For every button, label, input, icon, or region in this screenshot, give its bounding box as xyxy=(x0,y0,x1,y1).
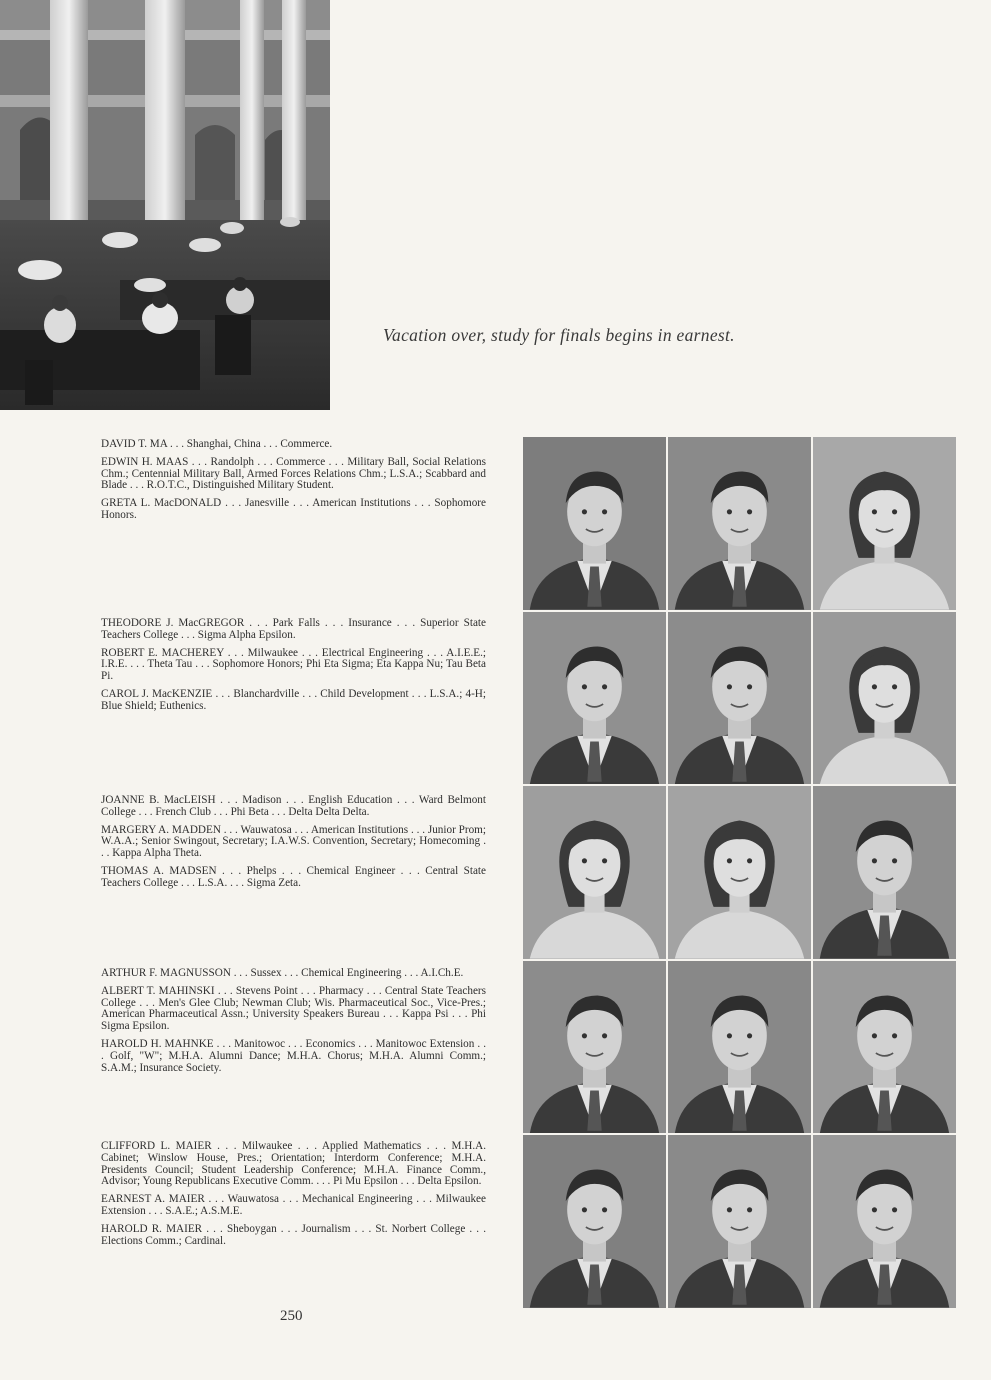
student-name: HAROLD R. MAIER xyxy=(101,1222,203,1235)
student-details: . . . Blanchardville . . . Child Development . . . L.S.A.; 4-H; Blue Shield; Euthenics. xyxy=(101,687,486,712)
student-entry xyxy=(101,968,486,980)
student-portrait xyxy=(668,612,811,785)
student-details: . . . Shanghai, China . . . Commerce. xyxy=(167,438,333,450)
student-details: . . . Wauwatosa . . . Mechanical Engineering . . . Milwaukee Extension . . . S.A.E.; A.S.M.E. xyxy=(101,1193,486,1217)
student-name: JOANNE B. MacLEISH xyxy=(101,794,216,806)
student-name: ARTHUR F. MAGNUSSON xyxy=(101,967,231,979)
student-portrait xyxy=(813,437,956,610)
portrait-grid xyxy=(523,437,956,1308)
student-entry xyxy=(101,866,486,890)
student-details: . . . Park Falls . . . Insurance . . . Superior State Teachers College . . . Sigma Alpha Epsilon. xyxy=(101,617,486,641)
student-details: . . . Phelps . . . Chemical Engineer . . . Central State Teachers College . . . L.S.A. . . . Sigma Zeta. xyxy=(101,864,486,889)
student-entry xyxy=(101,825,486,860)
student-entry xyxy=(101,689,486,713)
student-entry xyxy=(101,1039,486,1074)
library-photo xyxy=(0,0,330,410)
student-portrait xyxy=(813,786,956,959)
student-name: EARNEST A. MAIER xyxy=(101,1193,205,1206)
student-entry xyxy=(101,986,486,1033)
student-details: . . . Milwaukee . . . Applied Mathematics . . . M.H.A. Cabinet; Winslow House, Pres.; Orientation; Interdorm Conference; M.H.A. Presidents Council; Student Leadership Conference; M.H.A. Finance Comm., Advisor; Young Republicans Executive Comm. . . . Pi Mu Epsilon . . . Delta Epsilon. xyxy=(101,1140,486,1188)
student-entry xyxy=(101,1194,486,1218)
page-number: 250 xyxy=(280,1308,303,1324)
student-name: EDWIN H. MAAS xyxy=(101,455,189,468)
student-portrait xyxy=(523,437,666,610)
student-portrait xyxy=(668,1135,811,1308)
student-portrait xyxy=(523,1135,666,1308)
student-details: . . . Sussex . . . Chemical Engineering . . . A.I.Ch.E. xyxy=(230,967,464,979)
student-portrait xyxy=(813,1135,956,1308)
student-name: THEODORE J. MacGREGOR xyxy=(101,617,245,629)
student-entry xyxy=(101,618,486,642)
student-name: ROBERT E. MACHEREY xyxy=(101,646,224,659)
student-details: . . . Janesville . . . American Institutions . . . Sophomore Honors. xyxy=(101,497,486,521)
entry-group-2 xyxy=(101,618,486,719)
student-name: THOMAS A. MADSEN xyxy=(101,864,217,877)
student-portrait xyxy=(668,961,811,1134)
student-name: CLIFFORD L. MAIER xyxy=(101,1140,212,1152)
student-details: . . . Stevens Point . . . Pharmacy . . . Central State Teachers College . . . Men's Glee Club; Newman Club; Wis. Pharmaceutical Soc., Vice-Pres.; American Pharmaceutical Assn.; University Speakers Bureau . . . Kappa Psi . . . Phi Sigma Epsilon. xyxy=(101,984,486,1033)
student-entry xyxy=(101,1141,486,1188)
entry-group-1 xyxy=(101,439,486,528)
student-entry xyxy=(101,1224,486,1248)
photo-caption: Vacation over, study for finals begins in earnest. xyxy=(383,325,735,345)
student-portrait xyxy=(813,612,956,785)
student-entry xyxy=(101,795,486,819)
student-entry xyxy=(101,439,486,451)
student-name: HAROLD H. MAHNKE xyxy=(101,1037,214,1050)
entry-group-5 xyxy=(101,1141,486,1253)
student-details: . . . Wauwatosa . . . American Institutions . . . Junior Prom; W.A.A.; Senior Swingout, Secretary; I.A.W.S. Convention, Secretary; Homecoming . . . Kappa Alpha Theta. xyxy=(101,823,486,860)
entry-group-4 xyxy=(101,968,486,1080)
student-name: MARGERY A. MADDEN xyxy=(101,823,221,836)
student-details: . . . Sheboygan . . . Journalism . . . St. Norbert College . . . Elections Comm.; Cardinal. xyxy=(101,1222,487,1247)
student-details: . . . Manitowoc . . . Economics . . . Manitowoc Extension . . . Golf, "W"; M.H.A. Alumni Dance; M.H.A. Chorus; M.H.A. Alumni Comm.; S.A.M.; Insurance Society. xyxy=(101,1037,486,1074)
student-entry xyxy=(101,648,486,683)
entry-group-3 xyxy=(101,795,486,896)
student-name: DAVID T. MA xyxy=(101,438,168,450)
student-portrait xyxy=(523,612,666,785)
student-portrait xyxy=(523,961,666,1134)
student-portrait xyxy=(668,437,811,610)
student-details: . . . Milwaukee . . . Electrical Engineering . . . A.I.E.E.; I.R.E. . . . Theta Tau . . . Sophomore Honors; Phi Eta Sigma; Eta Kappa Nu; Tau Beta Pi. xyxy=(101,646,487,683)
student-portrait xyxy=(523,786,666,959)
student-details: . . . Randolph . . . Commerce . . . Military Ball, Social Relations Chm.; Centennial Military Ball, Armed Forces Relations Chm.; L.S.A.; Scabbard and Blade . . . R.O.T.C., Distinguished Military Student. xyxy=(101,455,486,492)
student-portrait xyxy=(668,786,811,959)
student-name: CAROL J. MacKENZIE xyxy=(101,687,213,700)
student-name: ALBERT T. MAHINSKI xyxy=(101,984,215,997)
student-portrait xyxy=(813,961,956,1134)
student-name: GRETA L. MacDONALD xyxy=(101,497,222,510)
student-entry xyxy=(101,457,486,492)
student-entry xyxy=(101,498,486,522)
student-details: . . . Madison . . . English Education . . . Ward Belmont College . . . French Club . . . Phi Beta . . . Delta Delta Delta. xyxy=(101,794,486,818)
